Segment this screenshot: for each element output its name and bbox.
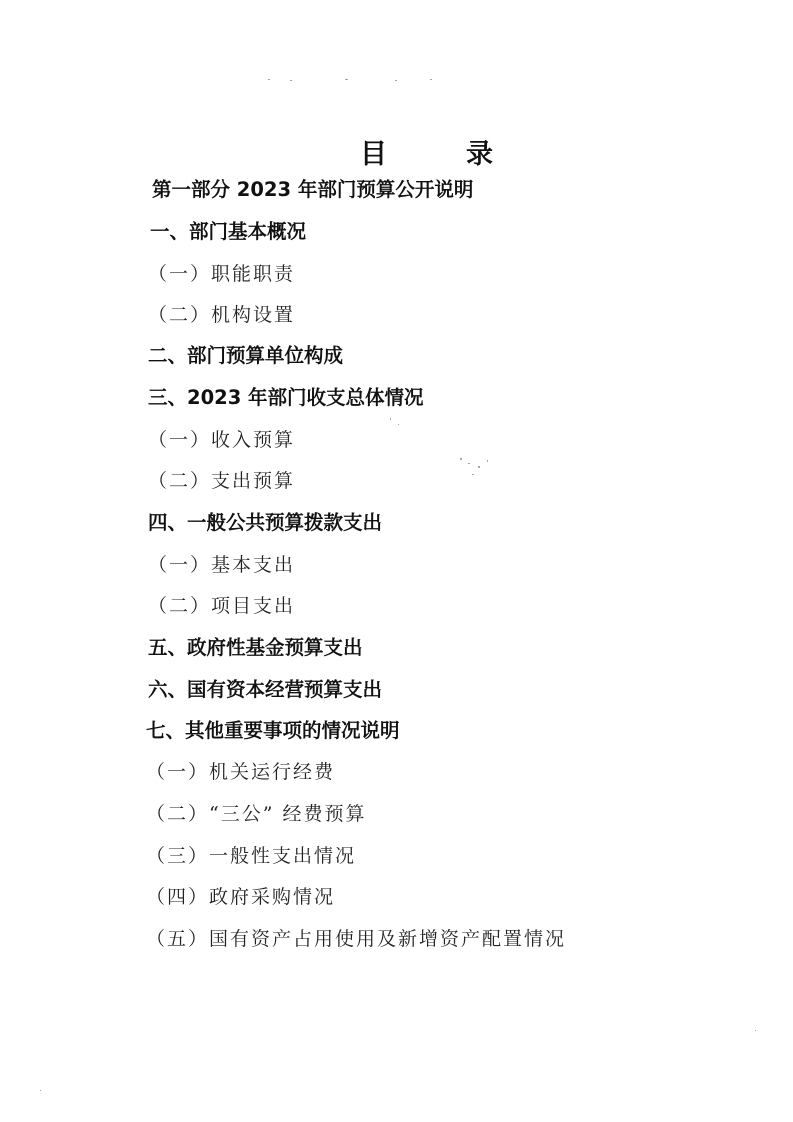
toc-section-7: 七、其他重要事项的情况说明 — [146, 719, 400, 742]
scan-speck — [755, 1030, 756, 1031]
toc-subsection-7-2: （二）“三公” 经费预算 — [146, 803, 367, 825]
scan-speck — [460, 458, 462, 460]
toc-subsection-4-1: （一）基本支出 — [148, 554, 296, 576]
toc-section-6: 六、国有资本经营预算支出 — [148, 678, 383, 701]
toc-section-5: 五、政府性基金预算支出 — [148, 636, 363, 659]
toc-subsection-7-5: （五）国有资产占用使用及新增资产配置情况 — [146, 928, 567, 950]
toc-section-1: 一、部门基本概况 — [150, 220, 307, 243]
scan-speck — [487, 460, 488, 462]
scan-speck — [345, 79, 348, 80]
scan-speck — [390, 418, 391, 420]
toc-section-3: 三、2023 年部门收支总体情况 — [148, 386, 424, 409]
toc-subsection-3-1: （一）收入预算 — [148, 429, 296, 451]
toc-subsection-7-1: （一）机关运行经费 — [146, 761, 336, 783]
page-title: 目 录 — [360, 139, 519, 170]
toc-subsection-1-1: （一）职能职责 — [148, 263, 296, 285]
toc-part-heading: 第一部分 2023 年部门预算公开说明 — [152, 178, 474, 201]
scan-speck — [268, 79, 270, 80]
scan-speck — [40, 1090, 41, 1091]
scan-speck — [472, 474, 474, 475]
toc-subsection-3-2: （二）支出预算 — [148, 470, 296, 492]
scan-speck — [398, 424, 399, 425]
toc-subsection-7-4: （四）政府采购情况 — [146, 886, 336, 908]
scan-speck — [430, 79, 432, 80]
toc-subsection-4-2: （二）项目支出 — [148, 595, 296, 617]
scan-speck — [395, 80, 397, 81]
toc-subsection-1-2: （二）机构设置 — [148, 304, 296, 326]
toc-subsection-7-3: （三）一般性支出情况 — [146, 845, 357, 867]
scan-speck — [468, 463, 470, 464]
scan-speck — [290, 80, 292, 81]
toc-section-4: 四、一般公共预算拨款支出 — [148, 511, 383, 534]
scan-speck — [478, 466, 480, 468]
toc-section-2: 二、部门预算单位构成 — [148, 344, 344, 367]
